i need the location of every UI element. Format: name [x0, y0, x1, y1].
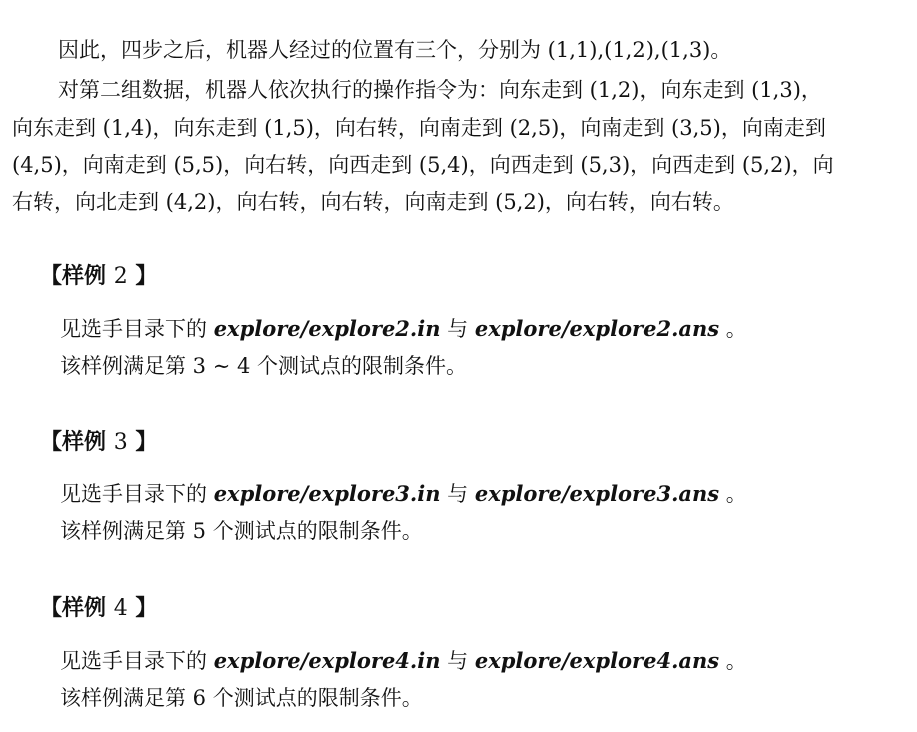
sample-heading-number: 2: [113, 264, 128, 289]
sample-3-file-line: [60, 478, 747, 510]
sample-input-file: explore/explore2.in: [213, 316, 441, 341]
sample-desc-suffix: 。: [725, 649, 747, 673]
sample-input-file: explore/explore3.in: [213, 481, 441, 506]
sample-4-file-line: [60, 645, 747, 677]
sample-4-constraint: 该样例满足第 6 个测试点的限制条件。: [60, 686, 423, 710]
sample-answer-file: explore/explore3.ans: [474, 481, 720, 506]
sample-2-heading: [40, 259, 157, 294]
sample-desc-prefix: 见选手目录下的: [60, 317, 214, 341]
sample-desc-prefix: 见选手目录下的: [60, 649, 214, 673]
intro-paragraph-2-line-4: 右转，向北走到 (4,2)，向右转，向右转，向南走到 (5,2)，向右转，向右转。: [12, 190, 734, 214]
sample-3-constraint: 该样例满足第 5 个测试点的限制条件。: [60, 519, 423, 543]
sample-desc-mid: 与: [447, 317, 475, 341]
sample-3-heading: [40, 425, 157, 460]
sample-heading-label: 【样例: [40, 263, 107, 289]
sample-heading-label: 【样例: [40, 595, 107, 621]
sample-desc-prefix: 见选手目录下的: [60, 482, 214, 506]
sample-heading-close: 】: [135, 595, 158, 621]
intro-paragraph-2-line-2: 向东走到 (1,4)，向东走到 (1,5)，向右转，向南走到 (2,5)，向南走到 (3,5)，向南走到: [12, 116, 826, 140]
sample-desc-suffix: 。: [725, 317, 747, 341]
sample-heading-close: 】: [135, 263, 158, 289]
sample-heading-close: 】: [135, 429, 158, 455]
sample-heading-number: 4: [113, 596, 128, 621]
sample-heading-number: 3: [113, 430, 128, 455]
sample-input-file: explore/explore4.in: [213, 648, 441, 673]
sample-desc-suffix: 。: [725, 482, 747, 506]
sample-2-file-line: [60, 313, 747, 345]
sample-heading-label: 【样例: [40, 429, 107, 455]
intro-paragraph-2-line-1: 对第二组数据，机器人依次执行的操作指令为：向东走到 (1,2)，向东走到 (1,3)，: [58, 78, 822, 102]
sample-answer-file: explore/explore2.ans: [474, 316, 720, 341]
sample-desc-mid: 与: [447, 482, 475, 506]
intro-paragraph-2-line-3: (4,5)，向南走到 (5,5)，向右转，向西走到 (5,4)，向西走到 (5,3)，向西走到 (5,2)，向: [12, 153, 834, 177]
sample-2-constraint: 该样例满足第 3 ∼ 4 个测试点的限制条件。: [60, 354, 468, 378]
sample-answer-file: explore/explore4.ans: [474, 648, 720, 673]
sample-4-heading: [40, 591, 157, 626]
sample-desc-mid: 与: [447, 649, 475, 673]
intro-paragraph-1: 因此，四步之后，机器人经过的位置有三个，分别为 (1,1),(1,2),(1,3)。: [58, 38, 732, 62]
